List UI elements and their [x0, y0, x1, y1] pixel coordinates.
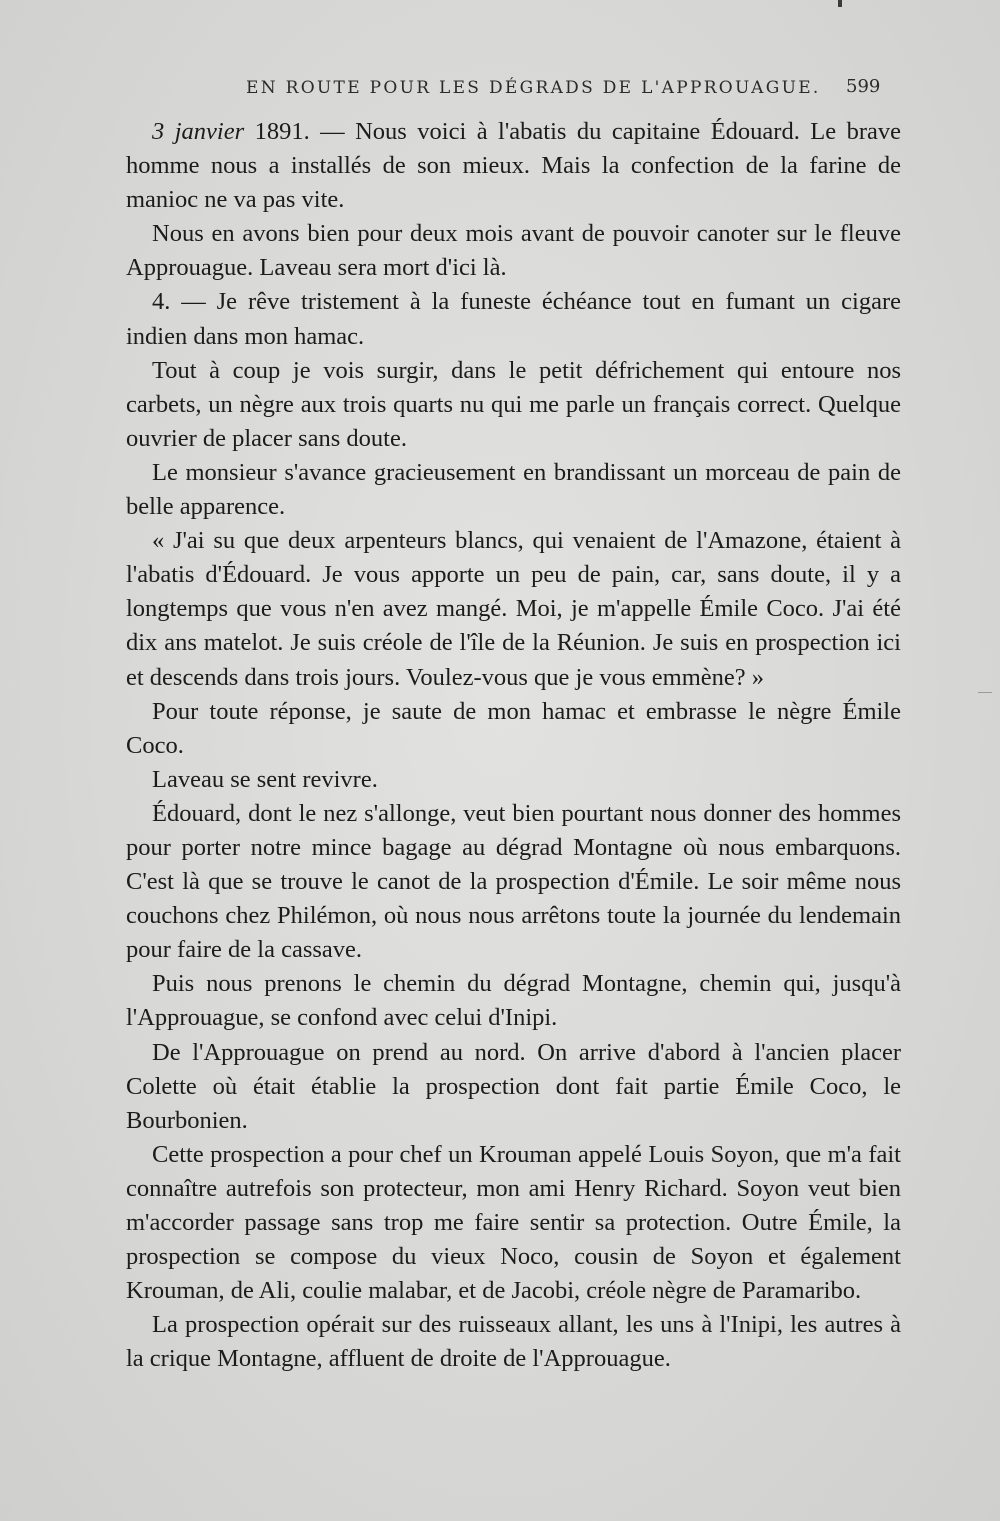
paragraph: Tout à coup je vois surgir, dans le petit défrichement qui entoure nos carbets, un nègre aux trois quarts nu qui me parle un français correct. Quelque ouvrier de placer sans doute.: [126, 356, 901, 452]
paragraph-text: 1891. — Nous voici à l'abatis du capitaine Édouard. Le brave homme nous a installés de son mieux. Mais la confection de la farine de manioc ne va pas vite.: [126, 118, 901, 214]
paragraph: 4. — Je rêve tristement à la funeste échéance tout en fumant un cigare indien dans mon hamac.: [126, 288, 901, 350]
running-head: EN ROUTE POUR LES DÉGRADS DE L'APPROUAGUE.: [246, 78, 821, 98]
paragraph: De l'Approuague on prend au nord. On arrive d'abord à l'ancien placer Colette où était établie la prospection dont fait partie Émile Coco, le Bourbonien.: [126, 1038, 901, 1134]
entry-date: 3 janvier: [152, 118, 245, 145]
paragraph: La prospection opérait sur des ruisseaux allant, les uns à l'Inipi, les autres à la crique Montagne, affluent de droite de l'Approuague.: [126, 1311, 901, 1373]
paragraph: Nous en avons bien pour deux mois avant de pouvoir canoter sur le fleuve Approuague. Laveau sera mort d'ici là.: [126, 220, 901, 282]
paragraph: Laveau se sent revivre.: [152, 765, 378, 793]
paragraph: Pour toute réponse, je saute de mon hamac et embrasse le nègre Émile Coco.: [126, 697, 901, 759]
paragraph: [126, 115, 901, 217]
paragraph: Le monsieur s'avance gracieusement en brandissant un morceau de pain de belle apparence.: [126, 458, 901, 521]
paragraph: Puis nous prenons le chemin du dégrad Montagne, chemin qui, jusqu'à l'Approuague, se confond avec celui d'Inipi.: [126, 970, 901, 1032]
page-number: 599: [846, 76, 881, 97]
margin-mark: [978, 692, 992, 693]
paragraph: « J'ai su que deux arpenteurs blancs, qui venaient de l'Amazone, étaient à l'abatis d'Édouard. Je vous apporte un peu de pain, car, sans doute, il y a longtemps que vous n'en avez mangé. Moi, je m'appelle Émile Coco. J'ai été dix ans matelot. Je suis créole de l'île de la Réunion. Je suis en prospection ici et descends dans trois jours. Voulez-vous que je vous emmène? »: [126, 527, 901, 691]
paragraph: Cette prospection a pour chef un Krouman appelé Louis Soyon, que m'a fait connaître autrefois son protecteur, mon ami Henry Richard. Soyon veut bien m'accorder passage sans trop me faire sentir sa protection. Outre Émile, la prospection se compose du vieux Noco, cousin de Soyon et également Krouman, de Ali, coulie malabar, et de Jacobi, créole nègre de Paramaribo.: [126, 1140, 901, 1305]
body-text: [126, 115, 901, 1376]
page-edge-mark: [838, 0, 842, 7]
paragraph: Édouard, dont le nez s'allonge, veut bien pourtant nous donner des hommes pour porter notre mince bagage au dégrad Montagne où nous embarquons. C'est là que se trouve le canot de la prospection d'Émile. Le soir même nous couchons chez Philémon, où nous nous arrêtons toute la journée du lendemain pour faire de la cassave.: [126, 799, 901, 964]
